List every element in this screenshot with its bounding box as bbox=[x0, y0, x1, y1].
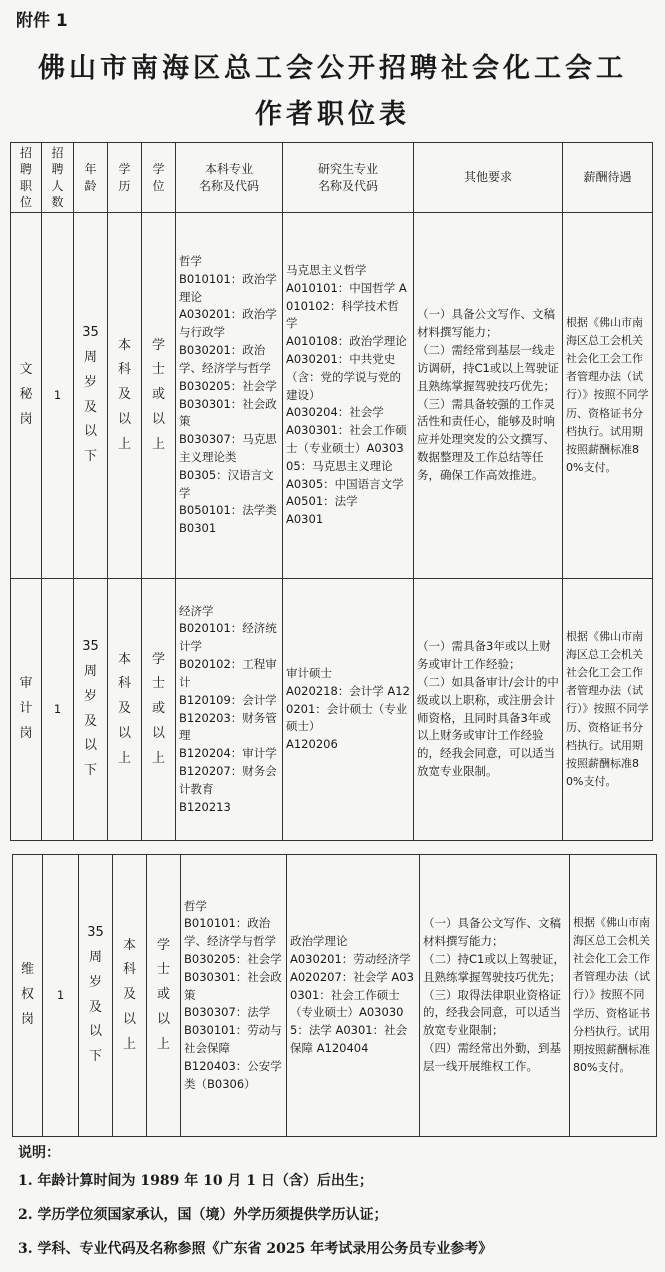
header-position: 招 聘 职 位 bbox=[11, 143, 42, 213]
row-graduate: 马克思主义哲学 A010101：中国哲学 A010102：科学技术哲学 A010108：政治学理论 A030201：中共党史（含：党的学说与党的建设） A030204：社会学 A030301：社会工作硕士（专业硕士）A030305：马克思主义理论 A0305：中国语言文学 A0501：法学 A0301 bbox=[283, 213, 414, 579]
row-salary: 根据《佛山市南海区总工会机关社会化工会工作者管理办法（试行）》按照不同学历、资格证书分档执行。试用期按照薪酬标准80%支付。 bbox=[570, 855, 657, 1137]
row-age: 35 周 岁 及 以 下 bbox=[74, 579, 108, 841]
row-degree: 学 士 或 以 上 bbox=[147, 855, 181, 1137]
header-other: 其他要求 bbox=[414, 143, 563, 213]
row-other: （一）具备公文写作、文稿材料撰写能力； （二）持C1或以上驾驶证，且熟练掌握驾驶技巧优先； （三）取得法律职业资格证的，经我会同意，可以适当放宽专业限制； （四）需经常出外勤，到基层一线开展维权工作。 bbox=[420, 855, 570, 1137]
row-other: （一）具备公文写作、文稿材料撰写能力； （二）需经常到基层一线走访调研，持C1或以上驾驶证且熟练掌握驾驶技巧优先； （三）需具备较强的工作灵活性和责任心，能够及时响应并处理突发的公文撰写、数据整理及工作总结等任务，确保工作高效推进。 bbox=[414, 213, 563, 579]
row-graduate: 政治学理论 A030201：劳动经济学 A020207：社会学 A030301：社会工作硕士（专业硕士）A030305：法学 A0301：社会保障 A120404 bbox=[287, 855, 420, 1137]
row-salary: 根据《佛山市南海区总工会机关社会化工会工作者管理办法（试行）》按照不同学历、资格证书分档执行。试用期按照薪酬标准80%支付。 bbox=[563, 579, 653, 841]
row-degree: 学 士 或 以 上 bbox=[142, 579, 176, 841]
header-undergrad: 本科专业 名称及代码 bbox=[176, 143, 283, 213]
table-row bbox=[11, 213, 653, 579]
row-age: 35 周 岁 及 以 下 bbox=[74, 213, 108, 579]
page-title-line1: 佛山市南海区总工会公开招聘社会化工会工 bbox=[38, 53, 627, 84]
positions-table-continued bbox=[12, 854, 657, 1137]
header-age: 年 龄 bbox=[74, 143, 108, 213]
row-undergrad: 哲学 B010101：政治学、经济学与哲学 B030205：社会学 B030301：社会政策 B030307：法学 B030101：劳动与社会保障 B120403：公安学类（B0306） bbox=[181, 855, 287, 1137]
row-education: 本 科 及 以 上 bbox=[108, 213, 142, 579]
row-count: 1 bbox=[42, 213, 74, 579]
row-degree: 学 士 或 以 上 bbox=[142, 213, 176, 579]
table-header-row bbox=[11, 143, 653, 213]
header-graduate: 研究生专业 名称及代码 bbox=[283, 143, 414, 213]
note-item: 2. 学历学位须国家承认，国（境）外学历须提供学历认证； bbox=[18, 1207, 388, 1223]
row-count: 1 bbox=[42, 579, 74, 841]
note-item: 3. 学科、专业代码及名称参照《广东省 2025 年考试录用公务员专业参考》 bbox=[18, 1241, 493, 1257]
row-position: 维 权 岗 bbox=[13, 855, 43, 1137]
header-degree: 学 位 bbox=[142, 143, 176, 213]
table-row bbox=[13, 855, 657, 1137]
row-education: 本 科 及 以 上 bbox=[113, 855, 147, 1137]
row-education: 本 科 及 以 上 bbox=[108, 579, 142, 841]
row-age: 35 周 岁 及 以 下 bbox=[79, 855, 113, 1137]
header-education: 学 历 bbox=[108, 143, 142, 213]
row-position: 审 计 岗 bbox=[11, 579, 42, 841]
note-item: 1. 年龄计算时间为 1989 年 10 月 1 日（含）后出生； bbox=[18, 1173, 373, 1189]
row-undergrad: 哲学 B010101：政治学理论 A030201：政治学与行政学 B030201：政治学、经济学与哲学 B030205：社会学 B030301：社会政策 B030307：马克思主义理论类 B0305：汉语言文学 B050101：法学类 B0301 bbox=[176, 213, 283, 579]
row-undergrad: 经济学 B020101：经济统计学 B020102：工程审计 B120109：会计学 B120203：财务管理 B120204：审计学 B120207：财务会计教育 B120213 bbox=[176, 579, 283, 841]
notes-section bbox=[18, 1142, 492, 1272]
page-title-line2: 作者职位表 bbox=[255, 99, 410, 130]
positions-table bbox=[10, 142, 653, 841]
row-position: 文 秘 岗 bbox=[11, 213, 42, 579]
header-count: 招 聘 人 数 bbox=[42, 143, 74, 213]
row-other: （一）需具备3年或以上财务或审计工作经验； （二）如具备审计/会计的中级或以上职称，或注册会计师资格，且同时具备3年或以上财务或审计工作经验的，经我会同意，可以适当放宽专业限制。 bbox=[414, 579, 563, 841]
row-salary: 根据《佛山市南海区总工会机关社会化工会工作者管理办法（试行）》按照不同学历、资格证书分档执行。试用期按照薪酬标准80%支付。 bbox=[563, 213, 653, 579]
row-graduate: 审计硕士 A020218：会计学 A120201：会计硕士（专业硕士） A120206 bbox=[283, 579, 414, 841]
table-row bbox=[11, 579, 653, 841]
row-count: 1 bbox=[43, 855, 79, 1137]
header-salary: 薪酬待遇 bbox=[563, 143, 653, 213]
notes-heading: 说明： bbox=[18, 1145, 60, 1161]
attachment-label: 附件 1 bbox=[16, 11, 68, 31]
